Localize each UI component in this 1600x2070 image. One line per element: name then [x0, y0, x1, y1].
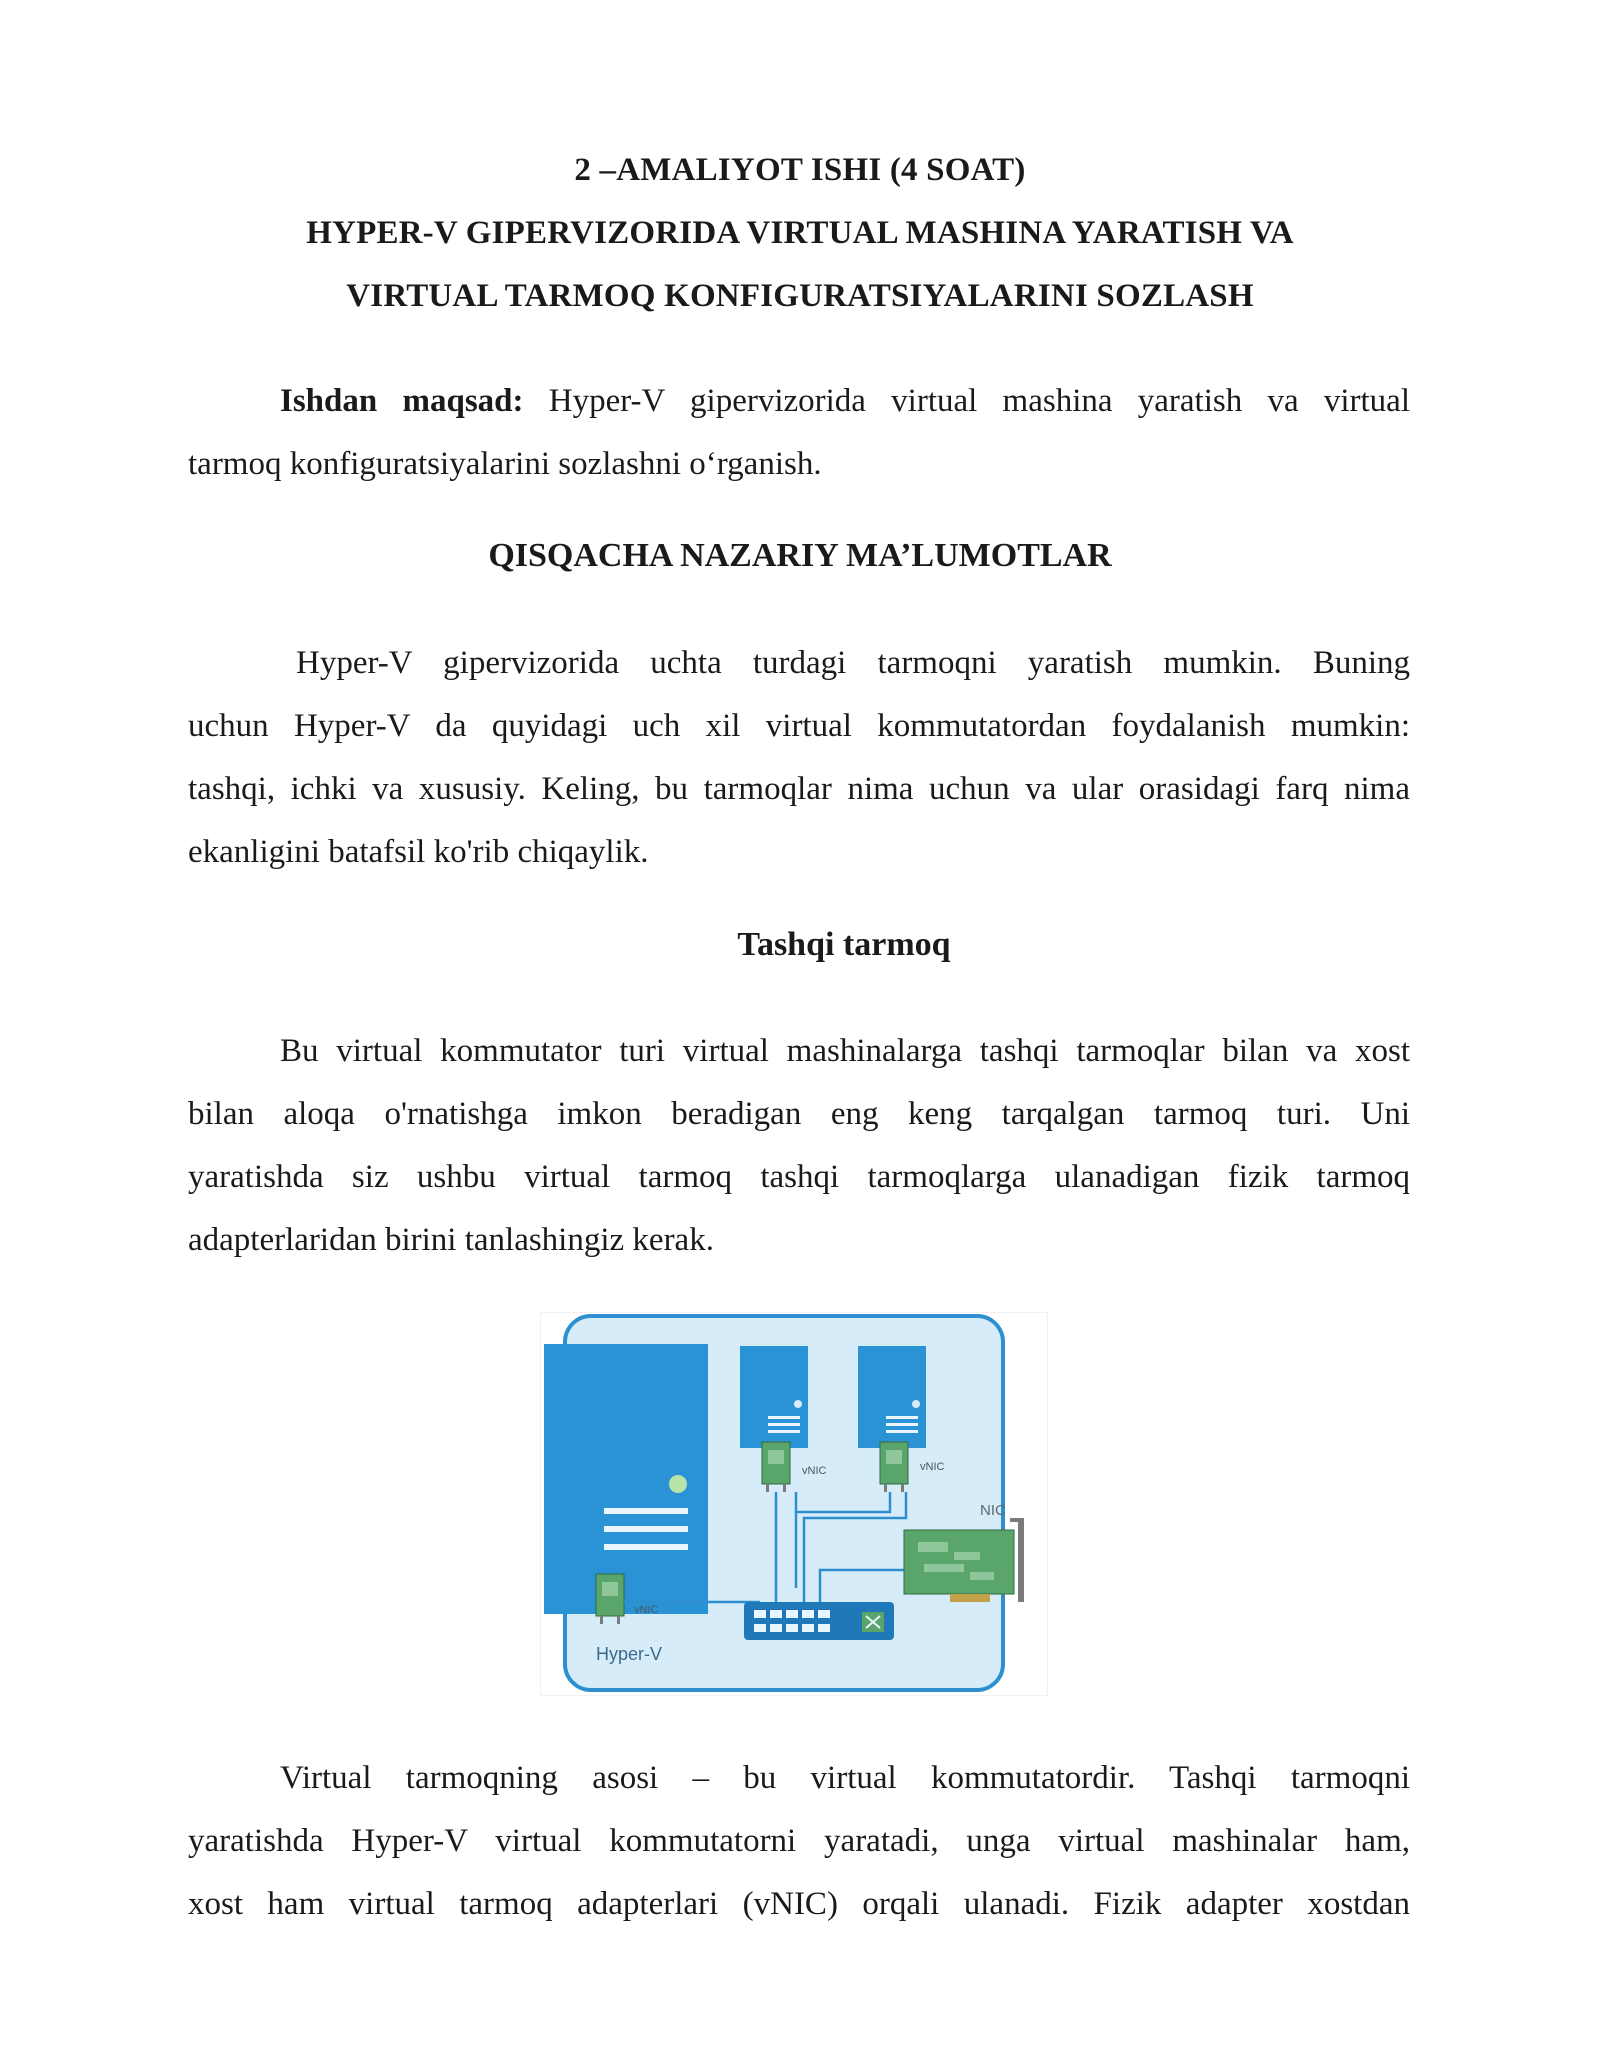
external-paragraph — [188, 1020, 1410, 1272]
nic-label: NIC — [980, 1502, 1006, 1519]
closing-line-1: Virtual tarmoqning asosi – bu virtual kommutatordir. Tashqi tarmoqni — [280, 1760, 1410, 1796]
vnic-label-1: vNIC — [802, 1465, 827, 1477]
goal-line-1 — [188, 370, 1410, 433]
hyperv-network-svg — [540, 1312, 1048, 1696]
intro-line-4: ekanligini batafsil ko'rib chiqaylik. — [188, 834, 649, 870]
goal-paragraph — [188, 370, 1410, 496]
lab-title: 2 –AMALIYOT ISHI (4 SOAT) — [574, 152, 1026, 188]
section-title: QISQACHA NAZARIY MA’LUMOTLAR — [488, 537, 1112, 574]
hyperv-network-diagram — [540, 1312, 1048, 1696]
lab-topic-line-1: HYPER-V GIPERVIZORIDA VIRTUAL MASHINA YARATISH VA — [306, 215, 1294, 251]
host-vent-3 — [604, 1544, 688, 1550]
vm-2-vent-3 — [886, 1430, 918, 1433]
vnic-card-icon-2 — [880, 1442, 908, 1492]
host-server-led — [669, 1475, 687, 1493]
vm-2-vent-1 — [886, 1416, 918, 1419]
goal-text-1: Hyper-V gipervizorida virtual mashina yaratish va virtual — [523, 383, 1410, 419]
external-line-4: adapterlaridan birini tanlashingiz kerak. — [188, 1222, 714, 1258]
intro-line-2: uchun Hyper-V da quyidagi uch xil virtual kommutatordan foydalanish mumkin: — [188, 708, 1410, 744]
intro-line-3: tashqi, ichki va xususiy. Keling, bu tarmoqlar nima uchun va ular orasidagi farq nima — [188, 771, 1410, 807]
vnic-label-host: vNIC — [634, 1604, 659, 1616]
vnic-card-icon-1 — [762, 1442, 790, 1492]
closing-line-2: yaratishda Hyper-V virtual kommutatorni yaratadi, unga virtual mashinalar ham, — [188, 1823, 1410, 1859]
vnic-card-icon-host — [596, 1574, 624, 1624]
goal-label: Ishdan maqsad: — [280, 383, 524, 419]
physical-nic-icon — [904, 1518, 1024, 1602]
vnic-label-2: vNIC — [920, 1461, 945, 1473]
intro-paragraph — [188, 632, 1410, 884]
closing-line-3: xost ham virtual tarmoq adapterlari (vNIC) orqali ulanadi. Fizik adapter xostdan — [188, 1886, 1410, 1922]
subsection-title: Tashqi tarmoq — [737, 926, 951, 963]
external-line-1: Bu virtual kommutator turi virtual mashinalarga tashqi tarmoqlar bilan va xost — [280, 1033, 1410, 1069]
host-vent-2 — [604, 1526, 688, 1532]
vm-1-led — [794, 1400, 802, 1408]
closing-paragraph — [188, 1747, 1410, 1936]
intro-line-1: Hyper-V gipervizorida uchta turdagi tarmoqni yaratish mumkin. Buning — [296, 645, 1410, 681]
vm-2-led — [912, 1400, 920, 1408]
vm-1-vent-1 — [768, 1416, 800, 1419]
virtual-switch-icon — [744, 1602, 894, 1640]
lab-topic-line-2: VIRTUAL TARMOQ KONFIGURATSIYALARINI SOZLASH — [346, 278, 1254, 314]
external-line-2: bilan aloqa o'rnatishga imkon beradigan eng keng tarqalgan tarmoq turi. Uni — [188, 1096, 1410, 1132]
hyperv-label: Hyper-V — [596, 1644, 663, 1664]
host-vent-1 — [604, 1508, 688, 1514]
vm-1-vent-2 — [768, 1423, 800, 1426]
vm-2-vent-2 — [886, 1423, 918, 1426]
vm-1-vent-3 — [768, 1430, 800, 1433]
goal-line-2: tarmoq konfiguratsiyalarini sozlashni o‘rganish. — [188, 446, 822, 482]
external-line-3: yaratishda siz ushbu virtual tarmoq tashqi tarmoqlarga ulanadigan fizik tarmoq — [188, 1159, 1410, 1195]
